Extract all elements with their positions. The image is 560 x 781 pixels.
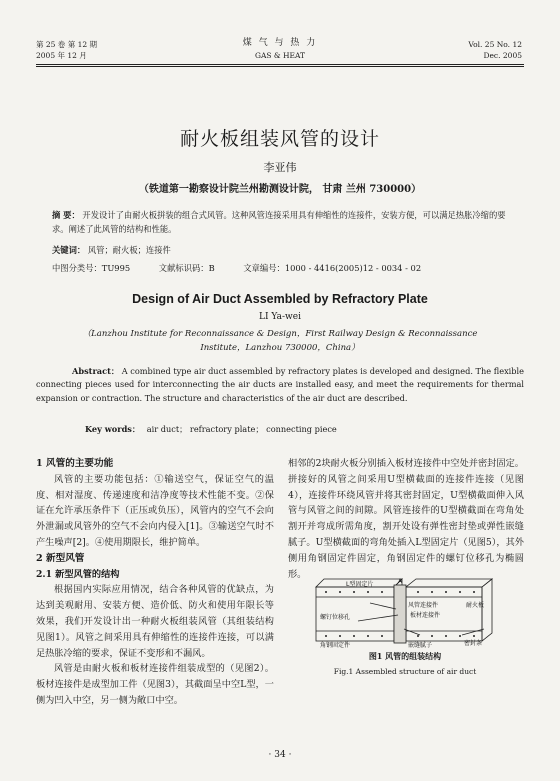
title-en: Design of Air Duct Assembled by Refractory Plate bbox=[132, 292, 428, 306]
figure-1-caption-cn: 图1 风管的组装结构 bbox=[368, 651, 442, 661]
affiliation-en bbox=[60, 327, 500, 355]
section-1-heading: 1 风管的主要功能 bbox=[36, 458, 114, 469]
keywords-en bbox=[85, 424, 337, 435]
label-a: A bbox=[398, 578, 403, 585]
author-en: LI Ya-wei bbox=[259, 312, 301, 322]
figure-1-caption-en: Fig.1 Assembled structure of air duct bbox=[333, 667, 477, 676]
keywords-cn bbox=[52, 244, 508, 256]
label-sealant: 嵌缝腻子 bbox=[408, 642, 433, 649]
affiliation-cn: （铁道第一勘察设计院兰州勘测设计院， 甘肃 兰州 730000） bbox=[138, 184, 422, 195]
right-duct-top bbox=[406, 579, 492, 587]
abstract-en-text: A combined type air duct assembled by refractory plates is developed and designed. The flexible connecting pieces used for interconnecting the air ducts are installed easy, and meet the requirements for thermal expansion or contraction. The structure and characteristics of the air duct are described. bbox=[36, 366, 525, 403]
journal-name-en: GAS & HEAT bbox=[254, 51, 305, 60]
label-screw: 螺钉位移孔 bbox=[320, 614, 351, 621]
abstract-cn-label: 摘 要： bbox=[52, 210, 80, 220]
keywords-cn-text: 风管；耐火板；连接件 bbox=[87, 245, 171, 255]
header-rule bbox=[36, 64, 524, 65]
journal-name-cn: 煤 气 与 热 力 bbox=[242, 38, 318, 48]
section-1-paragraph: 风管的主要功能包括：①输送空气，保证空气的温度、相对湿度、传递速度和洁净度等技术性能不变。②保证在允许承压条件下（正压或负压），风管内的空气不会向外泄漏或风管外的空气不会向内侵入[1]。③输送空气时不产生噪声[2]。④使用期限长，维护简单。 bbox=[36, 473, 274, 548]
affiliation-en-line1: （Lanzhou Institute for Reconnaissance & Design，First Railway Design & Reconnaissance bbox=[82, 329, 478, 339]
right-duct-side bbox=[482, 579, 492, 641]
section-2-1-heading: 2.1 新型风管的结构 bbox=[36, 568, 120, 580]
label-seal: 密封条 bbox=[464, 640, 483, 647]
author-cn: 李亚伟 bbox=[263, 161, 297, 174]
section-2-1-paragraph-2: 风管是由耐火板和板材连接件组装成型的（见图2）。板材连接件是成型加工件（见图3），其截面呈中空L型，一侧为凹入中空，另一侧为敞口中空。 bbox=[36, 663, 274, 706]
header-rule-2 bbox=[36, 66, 524, 67]
label-refractory: 耐火板 bbox=[466, 602, 485, 609]
section-2-1-paragraph-1: 根据国内实际应用情况，结合各种风管的优缺点，为达到美观耐用、安装方便、造价低、防火和使用年限长等效果，我们开发设计出一种耐火板组装风管（其组装结构见图1）。风管之间采用具有伸缩性的连接件连接，可以满足热胀冷缩的要求，保证不变形和不漏风。 bbox=[36, 584, 274, 659]
journal-date-en: Dec. 2005 bbox=[483, 51, 522, 60]
keywords-cn-label: 关键词： bbox=[52, 245, 86, 255]
label-angle: 角钢固定件 bbox=[320, 642, 351, 649]
abstract-cn-text: 开发设计了由耐火板拼装的组合式风管。这种风管连接采用具有伸缩性的连接件，安装方便，可以满足热胀冷缩的要求。阐述了此风管的结构和性能。 bbox=[52, 210, 506, 234]
journal-date: 2005 年 12 月 bbox=[36, 51, 87, 60]
right-column bbox=[288, 456, 524, 582]
title-cn: 耐火板组装风管的设计 bbox=[179, 128, 380, 150]
abstract-cn bbox=[52, 209, 508, 236]
abstract-en bbox=[36, 365, 524, 405]
abstract-en-label: Abstract： bbox=[72, 366, 120, 376]
label-conn: 风管连接件 bbox=[408, 602, 439, 609]
affiliation-en-line2: Institute，Lanzhou 730000，China） bbox=[200, 343, 360, 353]
keywords-en-label: Key words： bbox=[85, 424, 141, 434]
figure-1-diagram bbox=[306, 573, 502, 649]
section-2-heading: 2 新型风管 bbox=[36, 552, 85, 564]
journal-volume: 第 25 卷 第 12 期 bbox=[36, 40, 98, 49]
label-l-piece: L型固定片 bbox=[346, 581, 374, 588]
label-plate-conn: 板材连接件 bbox=[410, 612, 441, 619]
doc-code: 文献标识码：B bbox=[158, 263, 215, 273]
connector-band bbox=[394, 585, 406, 643]
right-column-paragraph: 相邻的2块耐火板分别插入板材连接件中空处并密封固定。拼接好的风管之间采用U型横截面的连接件连接（见图4），连接件环绕风管并将其密封固定，U型横截面伸入风管与风管之间的间隙。风管连接件的U型横截面在弯角处割开并弯成所需角度，割开处设有弹性密封垫或弹性嵌缝腻子。U型横截面的弯角处插入L型固定片（见图5），其外侧用角钢固定件固定，角钢固定件的螺钉位移孔为椭圆形。 bbox=[288, 458, 524, 580]
journal-volume-en: Vol. 25 No. 12 bbox=[468, 40, 522, 49]
page-number: · 34 · bbox=[268, 750, 292, 760]
article-number: 文章编号：1000 - 4416(2005)12 - 0034 - 02 bbox=[243, 263, 422, 273]
classification-line bbox=[52, 262, 508, 274]
left-column bbox=[36, 456, 274, 709]
keywords-en-text: air duct； refractory plate； connecting piece bbox=[146, 424, 337, 434]
clc-number: 中图分类号：TU995 bbox=[52, 263, 131, 273]
